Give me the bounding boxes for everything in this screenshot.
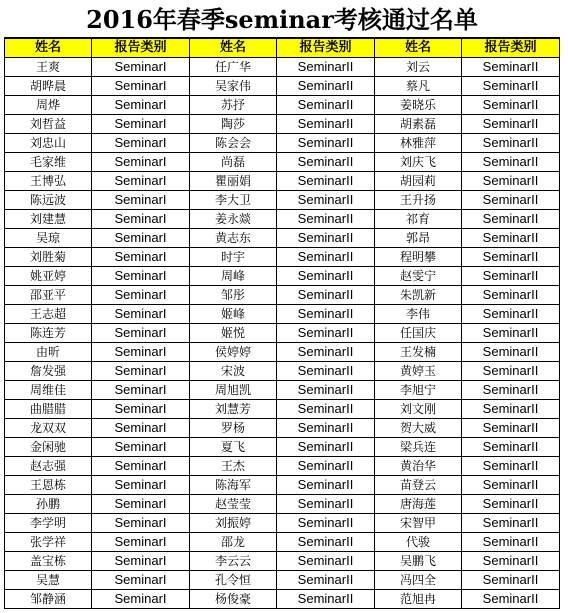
cell-category-1: SeminarI: [92, 400, 190, 419]
cell-name-2: 邹彤: [190, 286, 277, 305]
table-row: [5, 362, 560, 381]
cell-name-2: 孔令恒: [190, 571, 277, 590]
cell-name-2: 赵莹莹: [190, 495, 277, 514]
cell-category-3: SeminarII: [462, 381, 560, 400]
table-row: [5, 305, 560, 324]
table-row: [5, 495, 560, 514]
cell-category-2: SeminarII: [277, 191, 375, 210]
cell-category-3: SeminarII: [462, 476, 560, 495]
cell-category-2: SeminarII: [277, 267, 375, 286]
table-row: [5, 134, 560, 153]
table-row: [5, 590, 560, 609]
cell-name-1: 刘建慧: [5, 210, 92, 229]
cell-name-3: 祁育: [375, 210, 462, 229]
cell-category-2: SeminarII: [277, 552, 375, 571]
cell-category-1: SeminarI: [92, 438, 190, 457]
cell-name-1: 王博弘: [5, 172, 92, 191]
cell-category-3: SeminarII: [462, 191, 560, 210]
cell-name-3: 程明攀: [375, 248, 462, 267]
cell-category-2: SeminarII: [277, 514, 375, 533]
cell-category-1: SeminarI: [92, 115, 190, 134]
cell-category-3: SeminarII: [462, 229, 560, 248]
cell-category-3: SeminarII: [462, 267, 560, 286]
cell-category-3: SeminarII: [462, 172, 560, 191]
cell-name-2: 瞿丽娟: [190, 172, 277, 191]
table-row: [5, 419, 560, 438]
cell-name-1: 孙鹏: [5, 495, 92, 514]
cell-category-2: SeminarII: [277, 438, 375, 457]
cell-category-2: SeminarII: [277, 495, 375, 514]
cell-name-3: 刘庆飞: [375, 153, 462, 172]
cell-category-2: SeminarII: [277, 362, 375, 381]
table-row: [5, 571, 560, 590]
cell-name-2: 李大卫: [190, 191, 277, 210]
cell-name-2: 尚磊: [190, 153, 277, 172]
cell-category-2: SeminarII: [277, 172, 375, 191]
cell-name-3: 冯四全: [375, 571, 462, 590]
cell-name-1: 刘忠山: [5, 134, 92, 153]
cell-name-3: 王发楠: [375, 343, 462, 362]
cell-name-2: 吴家伟: [190, 77, 277, 96]
cell-category-3: SeminarII: [462, 533, 560, 552]
cell-name-1: 王恩栋: [5, 476, 92, 495]
cell-name-1: 曲腊腊: [5, 400, 92, 419]
cell-category-3: SeminarII: [462, 457, 560, 476]
cell-category-3: SeminarII: [462, 552, 560, 571]
table-row: [5, 115, 560, 134]
cell-category-1: SeminarI: [92, 134, 190, 153]
header-row: [5, 39, 560, 58]
cell-name-1: 吴慧: [5, 571, 92, 590]
cell-category-2: SeminarII: [277, 571, 375, 590]
cell-category-3: SeminarII: [462, 77, 560, 96]
table-row: [5, 324, 560, 343]
cell-name-1: 龙双双: [5, 419, 92, 438]
cell-category-3: SeminarII: [462, 571, 560, 590]
cell-category-3: SeminarII: [462, 96, 560, 115]
cell-category-3: SeminarII: [462, 590, 560, 609]
cell-category-3: SeminarII: [462, 153, 560, 172]
cell-category-2: SeminarII: [277, 58, 375, 77]
table-row: [5, 514, 560, 533]
cell-name-2: 苏抒: [190, 96, 277, 115]
cell-category-1: SeminarI: [92, 533, 190, 552]
cell-name-1: 姚亚婷: [5, 267, 92, 286]
cell-category-2: SeminarII: [277, 248, 375, 267]
header-category-1: 报告类别: [92, 39, 190, 58]
cell-name-3: 吴鹏飞: [375, 552, 462, 571]
cell-category-2: SeminarII: [277, 286, 375, 305]
table-row: [5, 77, 560, 96]
cell-category-3: SeminarII: [462, 248, 560, 267]
table-row: [5, 96, 560, 115]
cell-category-1: SeminarI: [92, 172, 190, 191]
cell-name-3: 赵雯宁: [375, 267, 462, 286]
cell-category-2: SeminarII: [277, 134, 375, 153]
cell-name-1: 张学祥: [5, 533, 92, 552]
table-row: [5, 267, 560, 286]
cell-name-3: 梁兵连: [375, 438, 462, 457]
cell-category-2: SeminarII: [277, 305, 375, 324]
cell-name-3: 黄婷玉: [375, 362, 462, 381]
cell-name-1: 胡晔晨: [5, 77, 92, 96]
cell-category-1: SeminarI: [92, 58, 190, 77]
table-row: [5, 172, 560, 191]
table-row: [5, 381, 560, 400]
cell-category-1: SeminarI: [92, 590, 190, 609]
sheet-title: 2016年春季seminar考核通过名单: [4, 3, 560, 38]
cell-name-3: 苗登云: [375, 476, 462, 495]
cell-name-1: 周维佳: [5, 381, 92, 400]
cell-name-2: 夏飞: [190, 438, 277, 457]
cell-category-1: SeminarI: [92, 324, 190, 343]
cell-category-1: SeminarI: [92, 552, 190, 571]
cell-category-2: SeminarII: [277, 457, 375, 476]
cell-category-3: SeminarII: [462, 305, 560, 324]
cell-name-1: 由昕: [5, 343, 92, 362]
cell-name-1: 盖宝栋: [5, 552, 92, 571]
cell-category-2: SeminarII: [277, 77, 375, 96]
cell-name-3: 李旭宁: [375, 381, 462, 400]
cell-name-1: 赵志强: [5, 457, 92, 476]
cell-category-3: SeminarII: [462, 324, 560, 343]
cell-category-3: SeminarII: [462, 210, 560, 229]
cell-category-1: SeminarI: [92, 305, 190, 324]
cell-name-3: 姜晓乐: [375, 96, 462, 115]
table-row: [5, 153, 560, 172]
cell-name-3: 任国庆: [375, 324, 462, 343]
cell-category-3: SeminarII: [462, 362, 560, 381]
header-name-1: 姓名: [5, 39, 92, 58]
cell-category-1: SeminarI: [92, 153, 190, 172]
cell-name-1: 邵亚平: [5, 286, 92, 305]
cell-name-1: 李学明: [5, 514, 92, 533]
cell-name-3: 胡园莉: [375, 172, 462, 191]
cell-category-1: SeminarI: [92, 362, 190, 381]
cell-category-1: SeminarI: [92, 514, 190, 533]
cell-category-3: SeminarII: [462, 514, 560, 533]
cell-category-1: SeminarI: [92, 77, 190, 96]
cell-name-1: 陈连芳: [5, 324, 92, 343]
cell-name-2: 周旭凯: [190, 381, 277, 400]
cell-name-3: 宋智甲: [375, 514, 462, 533]
cell-category-2: SeminarII: [277, 324, 375, 343]
cell-name-2: 陈会会: [190, 134, 277, 153]
table-row: [5, 58, 560, 77]
cell-name-3: 贺大威: [375, 419, 462, 438]
cell-name-1: 邹静涵: [5, 590, 92, 609]
table-row: [5, 533, 560, 552]
cell-name-1: 吴琼: [5, 229, 92, 248]
cell-category-3: SeminarII: [462, 286, 560, 305]
table-row: [5, 191, 560, 210]
cell-name-2: 陶莎: [190, 115, 277, 134]
table-row: [5, 552, 560, 571]
cell-name-2: 李云云: [190, 552, 277, 571]
cell-category-1: SeminarI: [92, 457, 190, 476]
cell-name-2: 邵龙: [190, 533, 277, 552]
cell-category-2: SeminarII: [277, 229, 375, 248]
cell-name-2: 黄志东: [190, 229, 277, 248]
cell-category-2: SeminarII: [277, 153, 375, 172]
table-row: [5, 400, 560, 419]
cell-name-1: 刘胜菊: [5, 248, 92, 267]
cell-category-3: SeminarII: [462, 400, 560, 419]
cell-name-2: 刘振婷: [190, 514, 277, 533]
header-category-3: 报告类别: [462, 39, 560, 58]
table-row: [5, 210, 560, 229]
cell-category-2: SeminarII: [277, 210, 375, 229]
table-row: [5, 476, 560, 495]
cell-category-2: SeminarII: [277, 400, 375, 419]
cell-category-1: SeminarI: [92, 96, 190, 115]
cell-name-2: 周峰: [190, 267, 277, 286]
cell-category-1: SeminarI: [92, 267, 190, 286]
cell-category-2: SeminarII: [277, 343, 375, 362]
cell-category-1: SeminarI: [92, 191, 190, 210]
cell-name-3: 蔡凡: [375, 77, 462, 96]
cell-category-1: SeminarI: [92, 286, 190, 305]
table-row: [5, 457, 560, 476]
table-row: [5, 229, 560, 248]
cell-category-1: SeminarI: [92, 476, 190, 495]
cell-name-3: 唐海莲: [375, 495, 462, 514]
cell-name-3: 朱凯新: [375, 286, 462, 305]
cell-name-3: 黄治华: [375, 457, 462, 476]
spreadsheet: [4, 3, 560, 609]
cell-name-2: 杨俊豪: [190, 590, 277, 609]
table-row: [5, 438, 560, 457]
cell-name-3: 郭昂: [375, 229, 462, 248]
cell-name-2: 时宇: [190, 248, 277, 267]
header-category-2: 报告类别: [277, 39, 375, 58]
cell-name-1: 王爽: [5, 58, 92, 77]
cell-name-2: 姬悦: [190, 324, 277, 343]
cell-name-1: 周烨: [5, 96, 92, 115]
cell-name-2: 姬峰: [190, 305, 277, 324]
cell-name-2: 侯婷婷: [190, 343, 277, 362]
cell-name-3: 王升扬: [375, 191, 462, 210]
cell-name-1: 陈远波: [5, 191, 92, 210]
cell-name-2: 王杰: [190, 457, 277, 476]
cell-name-2: 刘慧芳: [190, 400, 277, 419]
cell-category-2: SeminarII: [277, 381, 375, 400]
cell-name-3: 林雅萍: [375, 134, 462, 153]
table-row: [5, 286, 560, 305]
cell-category-2: SeminarII: [277, 96, 375, 115]
cell-category-3: SeminarII: [462, 58, 560, 77]
table-row: [5, 248, 560, 267]
cell-category-1: SeminarI: [92, 381, 190, 400]
cell-name-3: 胡素磊: [375, 115, 462, 134]
cell-category-2: SeminarII: [277, 115, 375, 134]
cell-category-1: SeminarI: [92, 571, 190, 590]
cell-category-1: SeminarI: [92, 343, 190, 362]
cell-category-2: SeminarII: [277, 533, 375, 552]
cell-category-1: SeminarI: [92, 229, 190, 248]
cell-category-3: SeminarII: [462, 438, 560, 457]
roster-table: [4, 38, 560, 609]
cell-name-1: 王志超: [5, 305, 92, 324]
cell-name-2: 罗杨: [190, 419, 277, 438]
cell-name-2: 宋波: [190, 362, 277, 381]
cell-category-1: SeminarI: [92, 248, 190, 267]
cell-name-3: 范旭冉: [375, 590, 462, 609]
cell-category-3: SeminarII: [462, 343, 560, 362]
cell-name-1: 詹发强: [5, 362, 92, 381]
cell-category-2: SeminarII: [277, 590, 375, 609]
cell-category-1: SeminarI: [92, 210, 190, 229]
cell-category-2: SeminarII: [277, 419, 375, 438]
cell-name-2: 陈海军: [190, 476, 277, 495]
table-row: [5, 343, 560, 362]
cell-category-3: SeminarII: [462, 495, 560, 514]
cell-name-2: 任广华: [190, 58, 277, 77]
cell-category-2: SeminarII: [277, 476, 375, 495]
header-name-3: 姓名: [375, 39, 462, 58]
cell-category-3: SeminarII: [462, 134, 560, 153]
cell-category-1: SeminarI: [92, 495, 190, 514]
cell-name-1: 毛家维: [5, 153, 92, 172]
cell-name-3: 代骏: [375, 533, 462, 552]
cell-name-2: 姜永燚: [190, 210, 277, 229]
cell-category-3: SeminarII: [462, 419, 560, 438]
cell-name-3: 李伟: [375, 305, 462, 324]
cell-name-3: 刘云: [375, 58, 462, 77]
cell-name-1: 金闲驰: [5, 438, 92, 457]
cell-name-3: 刘文刚: [375, 400, 462, 419]
cell-name-1: 刘哲益: [5, 115, 92, 134]
roster-body: [5, 58, 560, 609]
cell-category-1: SeminarI: [92, 419, 190, 438]
header-name-2: 姓名: [190, 39, 277, 58]
cell-category-3: SeminarII: [462, 115, 560, 134]
